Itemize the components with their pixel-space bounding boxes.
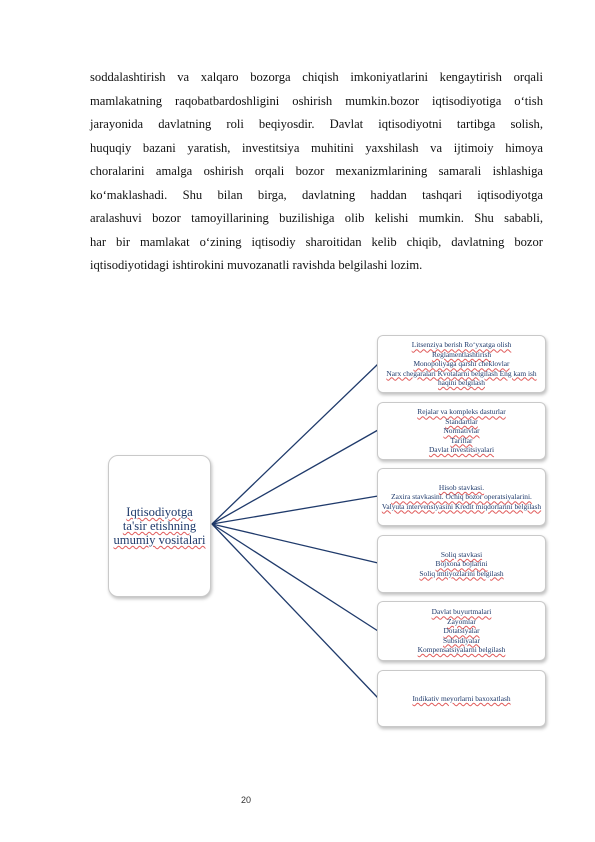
node-item: Soliq stavkasi xyxy=(440,549,483,559)
node-item: Rejalar va kompleks dasturlar xyxy=(417,407,506,417)
node-item: Indikativ meyorlarni baxoxatlash xyxy=(412,693,511,703)
connector-line-3 xyxy=(212,496,378,524)
paragraph-line: har bir mamlakat o‘zining iqtisodiy sharoitidan kelib chiqib, davlatning bozor xyxy=(90,234,543,249)
node-item: Subsidiyalar xyxy=(443,635,480,645)
node-item: Soliq imtiyozlarini belgilash xyxy=(419,568,504,578)
connector-line-2 xyxy=(212,430,378,524)
node-item: Normativlar xyxy=(443,426,480,436)
paragraph-line: soddalashtirish va xalqaro bozorga chiqish imkoniyatlarini kengaytirish orqali xyxy=(90,70,543,84)
node-item: Reglamentlashtirish xyxy=(431,349,492,359)
node-item: Davlat investitsiyalari xyxy=(428,445,495,455)
node-item: Zaxira stavkasini. Ochiq bozor operatsiyalarini. xyxy=(391,492,532,502)
connector-line-1 xyxy=(212,364,378,524)
node-item: Kompensatsiyalarni belgilash xyxy=(417,645,506,655)
body-paragraph xyxy=(90,66,543,278)
paragraph-line: iqtisodiyotidagi ishtirokini muvozanatli ravishda belgilashi lozim. xyxy=(90,258,423,272)
diagram-node-indicative xyxy=(377,670,546,727)
node-item: Davlat buyurtmalari xyxy=(431,607,492,617)
node-item: Litsenziya berish Ro‘yxatga olish xyxy=(411,340,512,350)
connector-line-5 xyxy=(212,524,378,631)
node-item: Narx chegaralari Kvotalarni belgilash Eng kam ish haqini belgilash xyxy=(386,368,537,388)
diagram-node-plans xyxy=(377,402,546,460)
paragraph-line: huquqiy bazani yaratish, investitsiya muhitini yaxshilash va ijtimoiy himoya xyxy=(90,140,543,155)
node-item: Zayomlar xyxy=(447,616,476,626)
node-item: Standartlar xyxy=(445,416,478,426)
diagram-root-label: Iqtisodiyotga ta'sir etishning umumiy vositalari xyxy=(113,505,206,547)
paragraph-line: aralashuvi bozor tamoyillarining buzilishiga olib kelishi mumkin. Shu sababli, xyxy=(90,211,543,225)
diagram-node-orders xyxy=(377,601,546,661)
diagram-node-licensing xyxy=(377,335,546,393)
node-item: Valyuta intervensiyasini Kredit miqdorlarini belgilash xyxy=(381,501,542,511)
node-item: Monopoliyaga qarshi cheklovlar xyxy=(413,359,510,369)
paragraph-line: mamlakatning raqobatbardoshligini oshirish mumkin.bozor iqtisodiyotiga o‘tish xyxy=(90,93,543,108)
diagram-node-monetary xyxy=(377,468,546,526)
connector-line-6 xyxy=(212,524,378,698)
paragraph-line: ko‘maklashadi. Shu bilan birga, davlatning haddan tashqari iqtisodiyotga xyxy=(90,187,543,202)
diagram-node-tax xyxy=(377,535,546,593)
paragraph-line: jarayonida davlatning roli beqiyosdir. Davlat iqtisodiyotni tartibga solish, xyxy=(90,117,543,131)
page-number: 20 xyxy=(241,795,252,805)
node-item: Bojxona bojlarini xyxy=(435,559,488,569)
paragraph-line: choralarini amalga oshirish orqali bozor mexanizmlarining samarali ishlashiga xyxy=(90,164,543,178)
node-item: Hisob stavkasi. xyxy=(438,482,485,492)
node-item: Dotatsiyalar xyxy=(443,626,480,636)
node-item: Tariflar xyxy=(450,435,473,445)
diagram-root-node xyxy=(108,455,211,597)
connector-line-4 xyxy=(212,524,378,563)
